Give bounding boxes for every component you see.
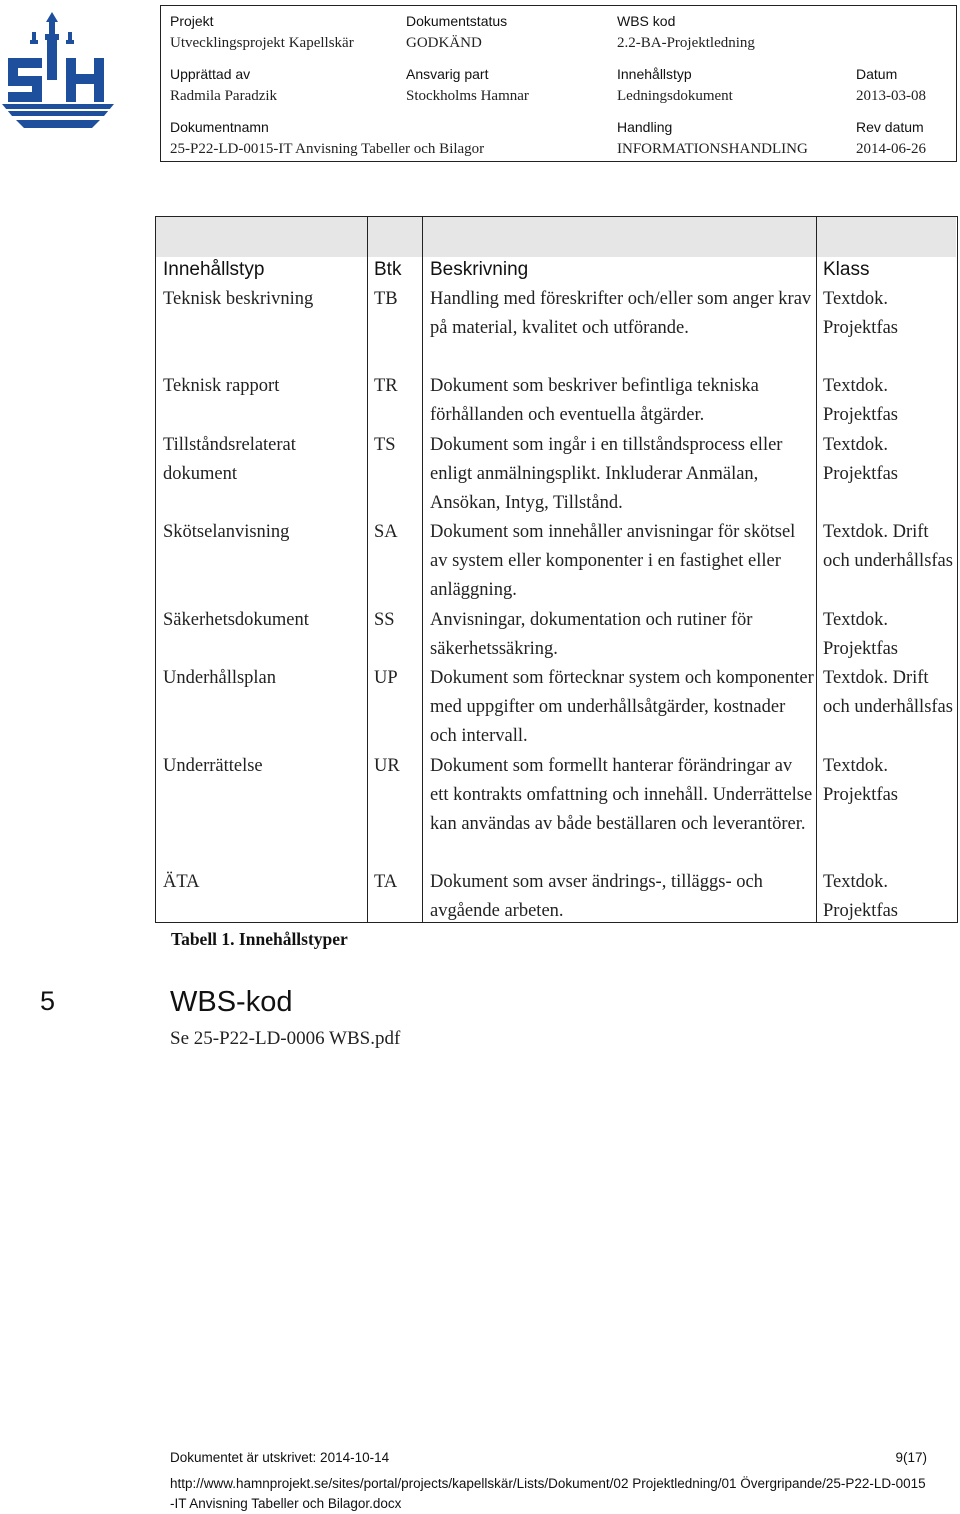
document-header <box>160 5 957 162</box>
cell-klass: Textdok. Projektfas <box>823 376 899 425</box>
cell-klass: Textdok. Projektfas <box>823 610 899 659</box>
header-datum <box>856 65 926 106</box>
cell-klass: Textdok. Projektfas <box>823 289 899 338</box>
ansvarig-value: Stockholms Hamnar <box>406 88 529 104</box>
footer-document-url: http://www.hamnprojekt.se/sites/portal/projects/kapellskär/Lists/Dokument/02 Projektledning/01 Övergripande/25-P22-LD-0015-IT Anvisning Tabeller och Bilagor.docx <box>170 1476 926 1511</box>
header-innehallstyp <box>617 65 733 106</box>
cell-innehallstyp: Säkerhetsdokument <box>163 610 309 630</box>
dokumentstatus-value: GODKÄND <box>406 35 482 51</box>
cell-beskrivning: Handling med föreskrifter och/eller som anger krav på material, kvalitet och utförande. <box>430 289 812 338</box>
footer-printed-date: Dokumentet är utskrivet: 2014-10-14 <box>170 1450 390 1465</box>
column-header-innehallstyp: Innehållstyp <box>163 259 265 280</box>
header-ansvarig <box>406 65 529 106</box>
cell-beskrivning: Dokument som beskriver befintliga tekniska förhållanden och eventuella åtgärder. <box>430 376 759 425</box>
dokumentnamn-value: 25-P22-LD-0015-IT Anvisning Tabeller och Bilagor <box>170 141 485 157</box>
revdatum-value: 2014-06-26 <box>856 141 926 157</box>
stockholms-hamnar-logo <box>2 12 114 132</box>
cell-innehallstyp: Teknisk rapport <box>163 376 280 396</box>
header-dokumentstatus <box>406 12 507 53</box>
header-projekt <box>170 12 354 53</box>
dokumentstatus-label: Dokumentstatus <box>406 13 508 29</box>
header-handling <box>617 118 808 159</box>
cell-btk: TS <box>374 435 396 455</box>
section-number: 5 <box>40 986 56 1016</box>
column-divider <box>422 216 423 923</box>
cell-beskrivning: Dokument som ingår i en tillståndsprocess eller enligt anmälningsplikt. Inkluderar Anmälan, Ansökan, Intyg, Tillstånd. <box>430 435 783 513</box>
datum-value: 2013-03-08 <box>856 88 926 104</box>
datum-label: Datum <box>856 66 898 82</box>
handling-value: INFORMATIONSHANDLING <box>617 141 808 157</box>
ansvarig-label: Ansvarig part <box>406 66 489 82</box>
section-title: WBS-kod <box>170 986 293 1018</box>
cell-innehallstyp: Underhållsplan <box>163 668 277 688</box>
wbs-value: 2.2-BA-Projektledning <box>617 35 755 51</box>
cell-innehallstyp: Teknisk beskrivning <box>163 289 314 309</box>
cell-btk: SS <box>374 610 395 630</box>
upprattad-label: Upprättad av <box>170 66 251 82</box>
cell-beskrivning: Dokument som innehåller anvisningar för skötsel av system eller komponenter i en fastighet eller anläggning. <box>430 522 796 600</box>
innehallstyp-label: Innehållstyp <box>617 66 692 82</box>
cell-innehallstyp: ÄTA <box>163 872 200 892</box>
handling-label: Handling <box>617 119 673 135</box>
cell-klass: Textdok. Drift och underhållsfas <box>823 522 953 571</box>
header-dokumentnamn <box>170 118 484 159</box>
cell-klass: Textdok. Projektfas <box>823 435 899 484</box>
cell-btk: UP <box>374 668 398 688</box>
footer-page-number: 9(17) <box>895 1450 927 1465</box>
cell-klass: Textdok. Projektfas <box>823 872 899 921</box>
cell-beskrivning: Anvisningar, dokumentation och rutiner för säkerhetssäkring. <box>430 610 753 659</box>
cell-beskrivning: Dokument som formellt hanterar förändringar av ett kontrakts omfattning och innehåll. Underrättelse kan användas av både beställaren och leverantörer. <box>430 756 813 834</box>
column-header-btk: Btk <box>374 259 402 280</box>
table-caption: Tabell 1. Innehållstyper <box>171 929 348 949</box>
section-text: Se 25-P22-LD-0006 WBS.pdf <box>170 1028 401 1049</box>
column-header-klass: Klass <box>823 259 870 280</box>
upprattad-value: Radmila Paradzik <box>170 88 278 104</box>
projekt-label: Projekt <box>170 13 214 29</box>
cell-beskrivning: Dokument som förtecknar system och komponenter med uppgifter om underhållsåtgärder, kostnader och intervall. <box>430 668 814 746</box>
cell-innehallstyp: Skötselanvisning <box>163 522 290 542</box>
column-divider <box>367 216 368 923</box>
cell-klass: Textdok. Projektfas <box>823 756 899 805</box>
header-upprattad <box>170 65 277 106</box>
column-divider <box>816 216 817 923</box>
cell-btk: TB <box>374 289 398 309</box>
cell-beskrivning: Dokument som avser ändrings-, tilläggs- och avgående arbeten. <box>430 872 763 921</box>
cell-btk: UR <box>374 756 400 776</box>
revdatum-label: Rev datum <box>856 119 924 135</box>
cell-innehallstyp: Tillståndsrelaterat dokument <box>163 435 296 484</box>
innehallstyp-value: Ledningsdokument <box>617 88 733 104</box>
wbs-label: WBS kod <box>617 13 676 29</box>
column-header-beskrivning: Beskrivning <box>430 259 529 280</box>
cell-btk: SA <box>374 522 398 542</box>
header-wbs <box>617 12 755 53</box>
cell-klass: Textdok. Drift och underhållsfas <box>823 668 953 717</box>
cell-btk: TR <box>374 376 398 396</box>
header-revdatum <box>856 118 926 159</box>
dokumentnamn-label: Dokumentnamn <box>170 119 269 135</box>
cell-btk: TA <box>374 872 398 892</box>
cell-innehallstyp: Underrättelse <box>163 756 263 776</box>
projekt-value: Utvecklingsprojekt Kapellskär <box>170 35 354 51</box>
